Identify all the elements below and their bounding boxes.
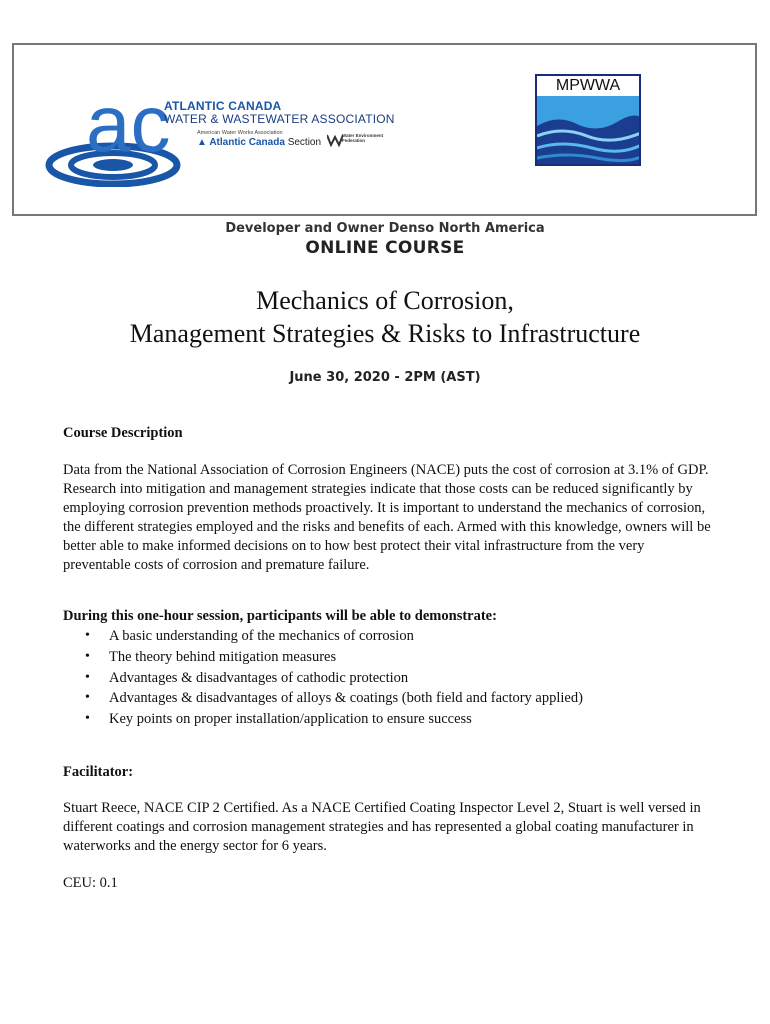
mpwwa-label: MPWWA (537, 76, 639, 98)
section-triangle-icon: ▲ (197, 137, 207, 148)
title-line-1: Mechanics of Corrosion, (256, 286, 514, 315)
facilitator-heading: Facilitator: (63, 764, 134, 780)
section-suffix: Section (287, 137, 322, 148)
mpwwa-logo (535, 74, 641, 166)
list-item: • Key points on proper installation/application to ensure success (63, 709, 723, 730)
list-item: • Advantages & disadvantages of cathodic protection (63, 668, 723, 689)
list-item: • The theory behind mitigation measures (63, 647, 723, 668)
ceu-value: CEU: 0.1 (63, 875, 118, 891)
wef-logo-text: Water Environment Federation (342, 133, 384, 143)
title-line-2: Management Strategies & Risks to Infrastructure (129, 319, 641, 348)
org-name-line2: WATER & WASTEWATER ASSOCIATION (164, 112, 395, 126)
logo-letters: ac (86, 87, 171, 168)
course-description-heading: Course Description (63, 425, 183, 441)
list-item: • A basic understanding of the mechanics of corrosion (63, 626, 723, 647)
page-title (0, 284, 770, 350)
facilitator-body: Stuart Reece, NACE CIP 2 Certified. As a NACE Certified Coating Inspector Level 2, Stuart is well versed in different coatings and corrosion management strategies and has represented a global coating manufacturer in waterworks and the energy sector for 6 years. (63, 800, 701, 854)
wef-logo-icon (327, 133, 343, 147)
org-affiliation: American Water Works Association (197, 130, 283, 136)
header-logo-box (12, 43, 757, 216)
course-type: ONLINE COURSE (305, 238, 465, 258)
org-section (197, 137, 321, 148)
course-description-body: Data from the National Association of Corrosion Engineers (NACE) puts the cost of corrosion at 3.1% of GDP. Research into mitigation and management strategies indicate that those costs can be reduced significantly by employing corrosion prevention methods proactively. It is important to understand the mechanics of corrosion, the different strategies employed and the risks and benefits of each. Armed with this knowledge, owners will be better able to make informed decisions on to how best protect their vital infrastructure from the very preventable costs of corrosion and premature failure. (63, 462, 711, 573)
list-item: • Advantages & disadvantages of alloys & coatings (both field and factory applied) (63, 688, 723, 709)
section-name: Atlantic Canada (209, 137, 285, 148)
course-date: June 30, 2020 - 2PM (AST) (289, 370, 481, 385)
session-heading: During this one-hour session, participants will be able to demonstrate: (63, 608, 497, 624)
mpwwa-waves-icon (537, 96, 641, 166)
developer-line: Developer and Owner Denso North America (225, 221, 545, 236)
session-objectives-list (63, 626, 723, 730)
org-name-line1: ATLANTIC CANADA (164, 99, 282, 113)
